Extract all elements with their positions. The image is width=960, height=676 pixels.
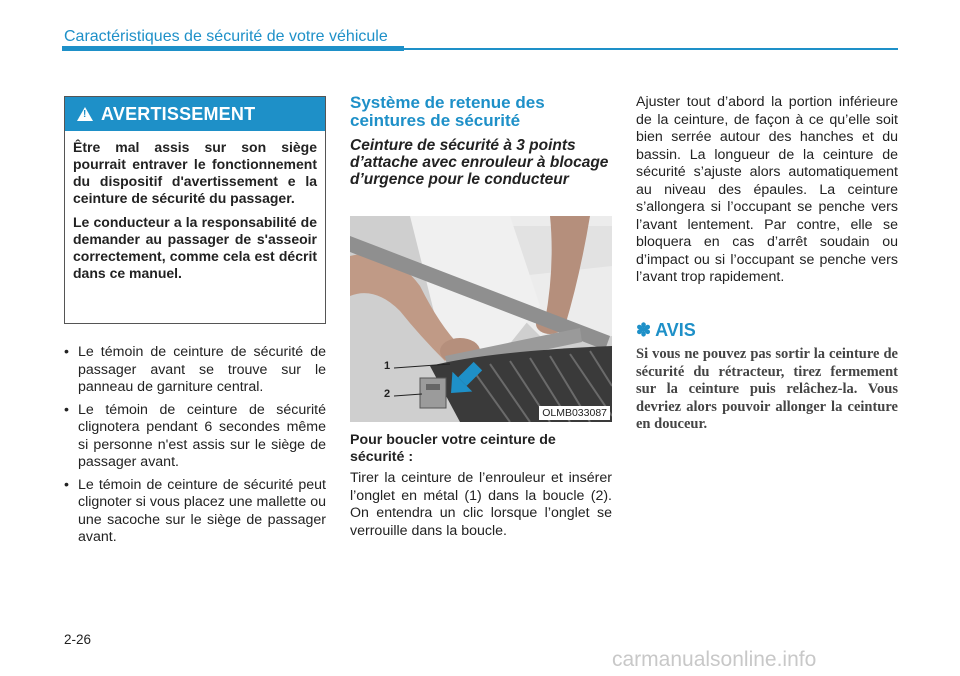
watermark: carmanualsonline.info: [612, 648, 817, 671]
list-item: • Le témoin de ceinture de sécurité clignotera pendant 6 secondes même si personne n'est assis sur le siège de passager avant.: [64, 402, 326, 472]
page-number: 2-26: [64, 632, 92, 647]
figure-label-2: 2: [384, 388, 391, 400]
warning-body: [65, 131, 325, 282]
section-title: Système de retenue des ceintures de sécurité: [350, 93, 545, 130]
asterisk-icon: ✽: [636, 320, 652, 340]
warning-header: [65, 97, 325, 131]
notice-title-text: AVIS: [655, 320, 696, 340]
bullet-list: [64, 344, 326, 552]
figure-code: OLMB033087: [539, 406, 610, 420]
header-rule-thick: [62, 46, 404, 51]
warning-paragraph: Le conducteur a la responsabilité de demander au passager de s'asseoir correctement, comme cela est décrit dans ce manuel.: [73, 214, 317, 281]
list-item: • Le témoin de ceinture de sécurité peut clignoter si vous placez une mallette ou une sacoche sur le siège de passager avant.: [64, 477, 326, 547]
buckle-heading: Pour boucler votre ceinture de sécurité :: [350, 432, 556, 465]
warning-box: [64, 96, 326, 324]
list-item: • Le témoin de ceinture de sécurité de passager avant se trouve sur le panneau de garniture central.: [64, 344, 326, 397]
notice-text: Si vous ne pouvez pas sortir la ceinture de sécurité du rétracteur, tirez fermement sur la ceinture puis relâchez-la. Vous devriez alors pouvoir allonger la ceinture en douceur.: [636, 346, 898, 432]
warning-paragraph: Être mal assis sur son siège pourrait entraver le fonctionnement du dispositif d'avertissement e la ceinture de sécurité du passager.: [73, 139, 317, 206]
page-header-title: Caractéristiques de sécurité de votre véhicule: [64, 28, 388, 45]
notice-title: [636, 320, 696, 341]
adjust-text: Ajuster tout d’abord la portion inférieure de la ceinture, de façon à ce qu’elle soit bien serrée autour des hanches et du bassin. La longueur de la ceinture de sécurité s’ajuste alors automatiquement au niveau des épaules. La ceinture s’allongera si l’occupant se penche vers l’avant lentement. Par contre, elle se bloquera en cas d’arrêt soudain ou d’impact ou si l’occupant se penche vers l’avant trop rapidement.: [636, 94, 898, 285]
seatbelt-figure: [350, 216, 612, 422]
figure-label-1: 1: [384, 360, 391, 372]
header-rule-thin: [404, 48, 898, 50]
section-subtitle: Ceinture de sécurité à 3 points d’attache avec enrouleur à blocage d’urgence pour le conducteur: [350, 137, 609, 188]
buckle-text: Tirer la ceinture de l’enrouleur et insérer l’onglet en métal (1) dans la boucle (2). On entendra un clic lorsque l’onglet se verrouille dans la boucle.: [350, 470, 612, 539]
warning-title: AVERTISSEMENT: [101, 103, 256, 124]
warning-triangle-icon: [77, 107, 93, 121]
